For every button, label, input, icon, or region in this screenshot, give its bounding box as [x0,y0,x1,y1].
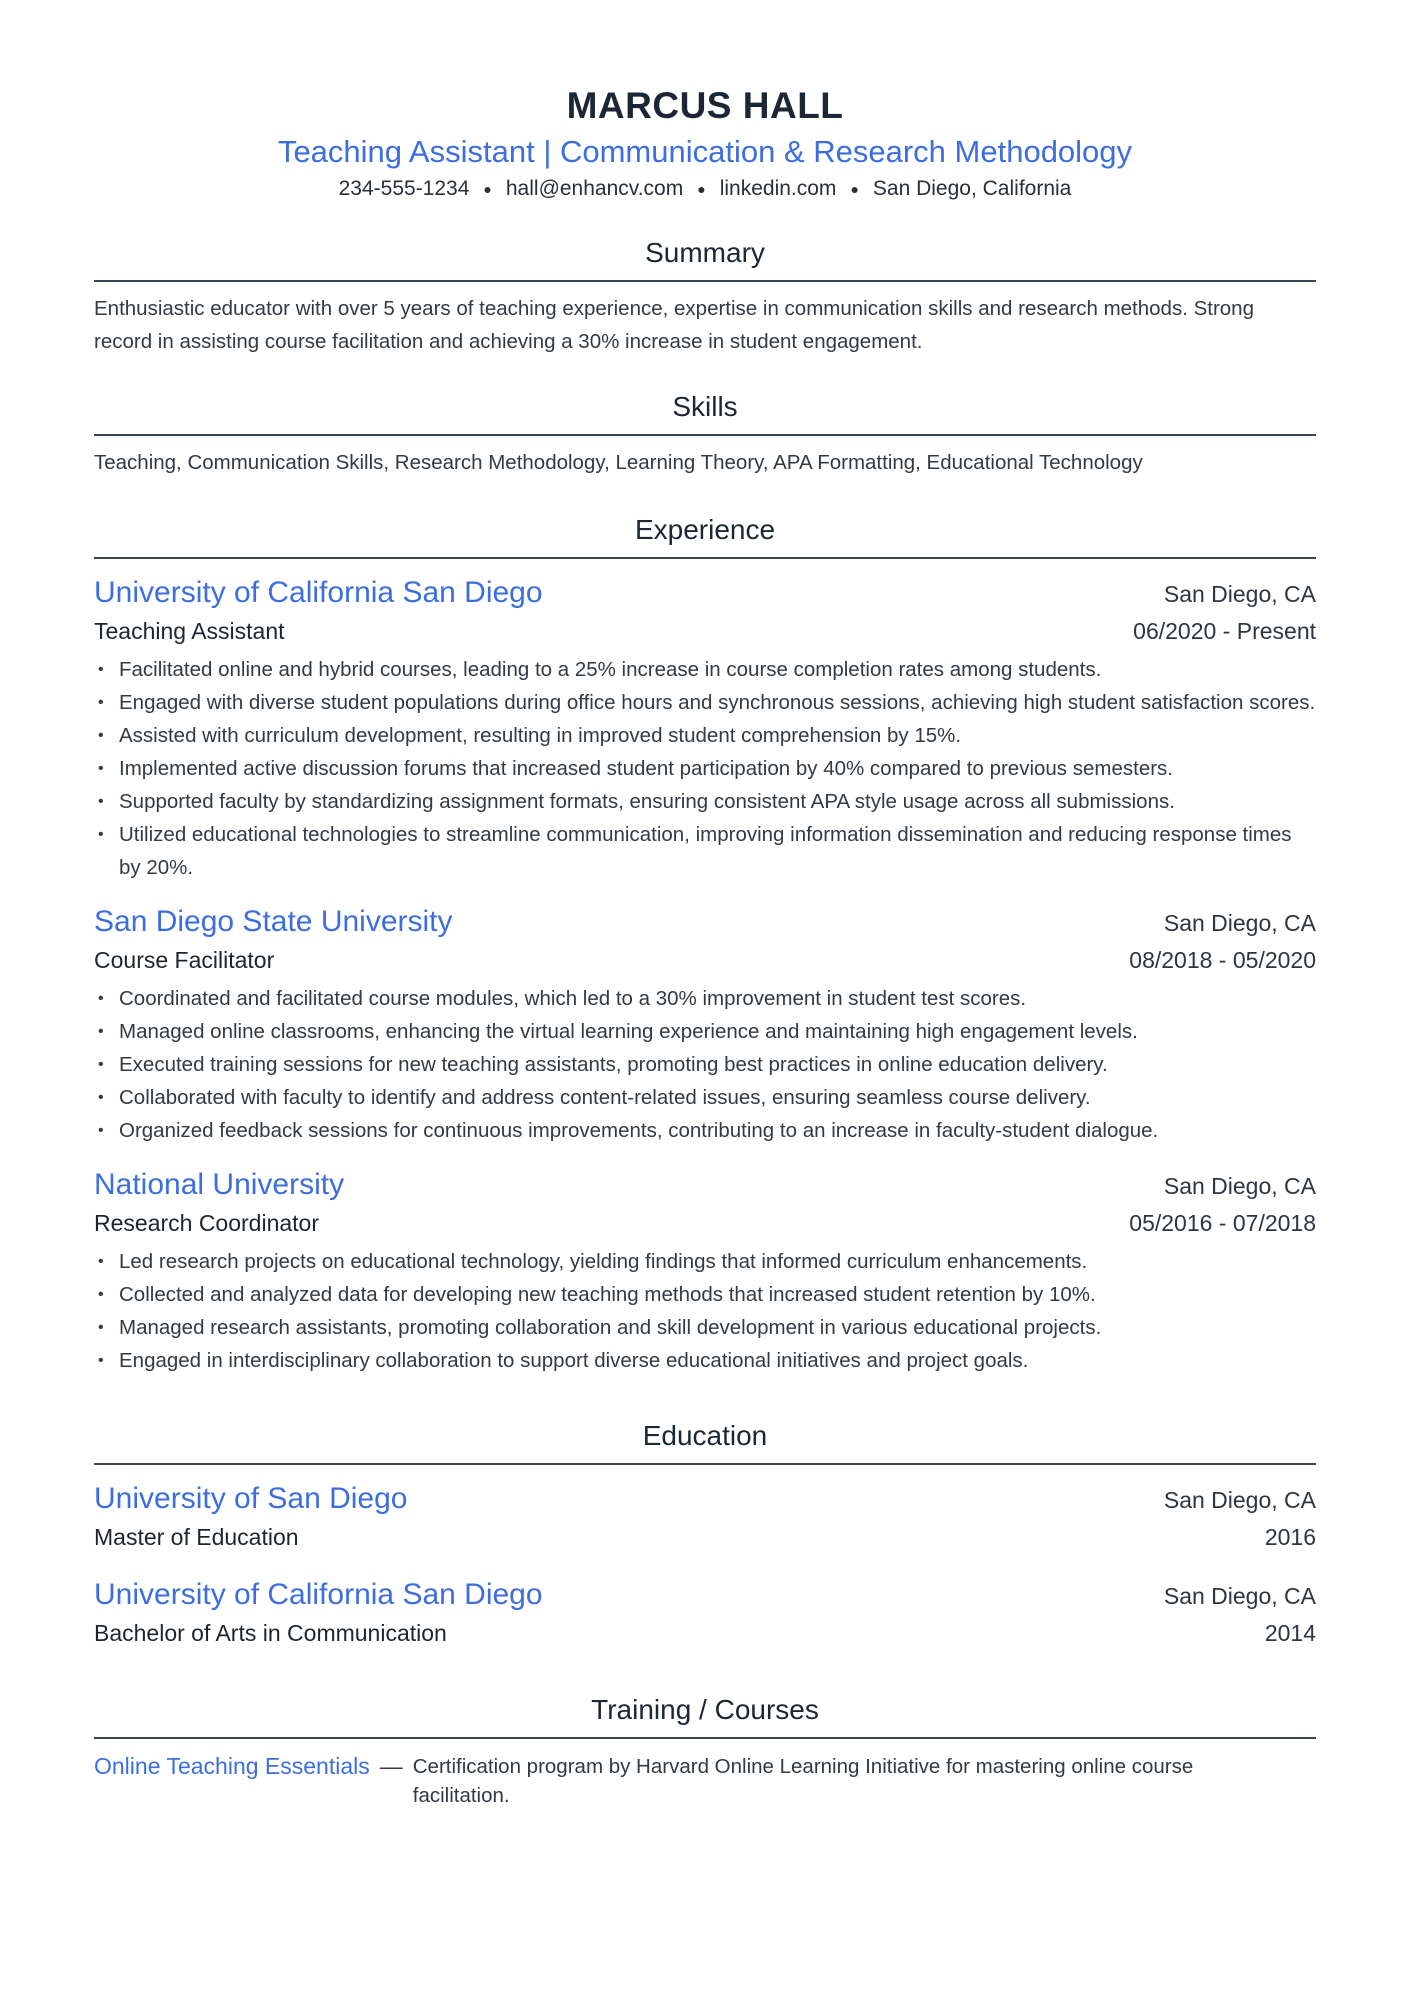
training-section [94,1691,1316,1810]
bullet-icon: • [98,1253,104,1271]
experience-role: Research Coordinator [94,1210,320,1237]
summary-section [94,234,1316,358]
experience-bullets [94,653,1316,884]
contact-location: San Diego, California [872,177,1072,200]
education-section [94,1417,1316,1651]
experience-dates: 06/2020 - Present [1133,618,1316,645]
experience-dates: 05/2016 - 07/2018 [1129,1210,1316,1237]
experience-location: San Diego, CA [1163,581,1316,608]
experience-role: Course Facilitator [94,947,275,974]
candidate-title: Teaching Assistant | Communication & Research Methodology [277,134,1133,169]
bullet-icon: • [98,1089,104,1107]
bullet-separator: ● [850,181,859,198]
experience-location: San Diego, CA [1163,1173,1316,1200]
contact-phone: 234-555-1234 [338,177,470,200]
bullet-icon: • [98,1122,104,1140]
summary-text: Enthusiastic educator with over 5 years of teaching experience, expertise in communication skills and research methods. Strong record in assisting course facilitation and achieving a 30% increase in student engagement. [94,297,1254,354]
education-entry [94,1575,1316,1651]
education-year: 2014 [1264,1620,1316,1647]
bullet-icon: • [98,1286,104,1304]
education-entry [94,1479,1316,1555]
education-degree: Master of Education [94,1524,299,1551]
experience-dates: 08/2018 - 05/2020 [1129,947,1316,974]
experience-entry [94,1165,1316,1377]
bullet-item: • Collected and analyzed data for developing new teaching methods that increased student retention by 10%. [94,1278,1316,1311]
bullet-item: • Collaborated with faculty to identify and address content-related issues, ensuring seamless course delivery. [94,1081,1316,1114]
candidate-name: MARCUS HALL [566,85,844,126]
section-heading: Training / Courses [94,1691,1316,1739]
bullet-separator: ● [697,181,706,198]
resume-header [94,0,1316,204]
education-location: San Diego, CA [1163,1583,1316,1610]
bullet-icon: • [98,1319,104,1337]
training-description: Certification program by Harvard Online Learning Initiative for mastering online course facilitation. [412,1755,1194,1808]
bullet-item: • Assisted with curriculum development, resulting in improved student comprehension by 15%. [94,719,1316,752]
bullet-icon: • [98,694,104,712]
section-heading: Summary [94,234,1316,282]
experience-role: Teaching Assistant [94,618,285,645]
experience-org: San Diego State University [94,905,453,939]
contact-line [94,174,1316,204]
training-name: Online Teaching Essentials [94,1753,370,1780]
contact-linkedin[interactable]: linkedin.com [719,177,837,200]
experience-bullets [94,982,1316,1147]
experience-org: National University [94,1168,345,1202]
experience-section [94,511,1316,1377]
experience-location: San Diego, CA [1163,910,1316,937]
training-entry [94,1751,1316,1810]
education-school: University of San Diego [94,1482,408,1516]
bullet-icon: • [98,727,104,745]
bullet-item: • Facilitated online and hybrid courses, leading to a 25% increase in course completion rates among students. [94,653,1316,686]
bullet-icon: • [98,990,104,1008]
bullet-item: • Coordinated and facilitated course modules, which led to a 30% improvement in student test scores. [94,982,1316,1015]
bullet-separator: ● [483,181,492,198]
education-school: University of California San Diego [94,1578,543,1612]
contact-email[interactable]: hall@enhancv.com [505,177,684,200]
bullet-icon: • [98,1056,104,1074]
bullet-item: • Led research projects on educational technology, yielding findings that informed curriculum enhancements. [94,1245,1316,1278]
bullet-item: • Utilized educational technologies to streamline communication, improving information dissemination and reducing response times by 20%. [94,818,1316,884]
bullet-item: • Engaged with diverse student populations during office hours and synchronous sessions, achieving high student satisfaction scores. [94,686,1316,719]
skills-section [94,388,1316,479]
skills-text: Teaching, Communication Skills, Research Methodology, Learning Theory, APA Formatting, Educational Technology [94,451,1143,475]
bullet-icon: • [98,793,104,811]
education-degree: Bachelor of Arts in Communication [94,1620,447,1647]
bullet-item: • Organized feedback sessions for continuous improvements, contributing to an increase in faculty-student dialogue. [94,1114,1316,1147]
education-location: San Diego, CA [1163,1487,1316,1514]
bullet-item: • Implemented active discussion forums that increased student participation by 40% compared to previous semesters. [94,752,1316,785]
bullet-item: • Managed research assistants, promoting collaboration and skill development in various educational projects. [94,1311,1316,1344]
experience-org: University of California San Diego [94,576,543,610]
experience-entry [94,573,1316,884]
bullet-icon: • [98,1023,104,1041]
bullet-icon: • [98,760,104,778]
experience-entry [94,902,1316,1147]
experience-bullets [94,1245,1316,1377]
em-dash-separator: — [379,1753,403,1780]
bullet-item: • Engaged in interdisciplinary collaboration to support diverse educational initiatives and project goals. [94,1344,1316,1377]
section-heading: Skills [94,388,1316,436]
bullet-item: • Supported faculty by standardizing assignment formats, ensuring consistent APA style usage across all submissions. [94,785,1316,818]
bullet-icon: • [98,826,104,844]
bullet-icon: • [98,1352,104,1370]
education-year: 2016 [1264,1524,1316,1551]
bullet-icon: • [98,661,104,679]
bullet-item: • Managed online classrooms, enhancing the virtual learning experience and maintaining high engagement levels. [94,1015,1316,1048]
bullet-item: • Executed training sessions for new teaching assistants, promoting best practices in online education delivery. [94,1048,1316,1081]
section-heading: Experience [94,511,1316,559]
section-heading: Education [94,1417,1316,1465]
